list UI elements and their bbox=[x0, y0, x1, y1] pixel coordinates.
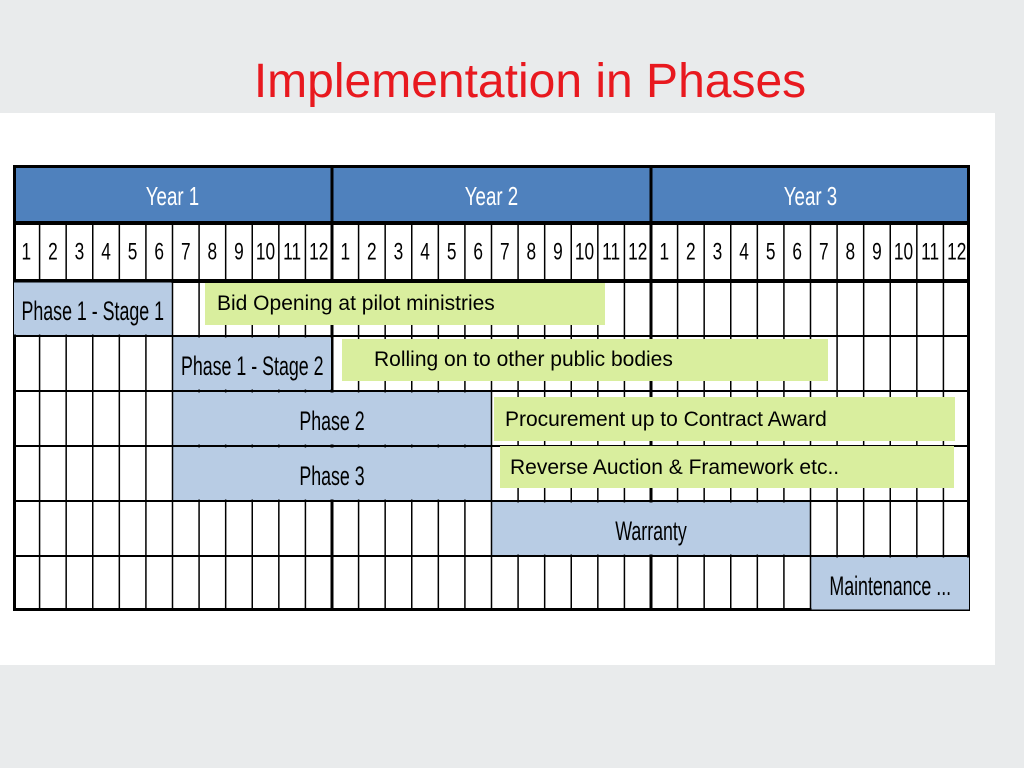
phase-label: Phase 1 - Stage 1 bbox=[21, 295, 165, 326]
month-label: 10 bbox=[893, 238, 914, 266]
year-label: Year 3 bbox=[783, 181, 838, 211]
month-label: 8 bbox=[845, 238, 856, 266]
month-label: 5 bbox=[446, 238, 457, 266]
month-label: 12 bbox=[947, 238, 967, 266]
phase-label: Phase 3 bbox=[299, 460, 365, 491]
slide-title: Implementation in Phases bbox=[253, 55, 807, 108]
month-label: 11 bbox=[602, 238, 621, 266]
month-label: 3 bbox=[712, 238, 723, 266]
month-label: 4 bbox=[739, 238, 749, 266]
month-label: 10 bbox=[255, 238, 276, 266]
month-label: 9 bbox=[553, 238, 563, 266]
month-label: 5 bbox=[765, 238, 776, 266]
month-label: 5 bbox=[127, 238, 138, 266]
month-label: 1 bbox=[21, 238, 32, 266]
phase-label: Warranty bbox=[615, 515, 687, 546]
month-label: 1 bbox=[659, 238, 670, 266]
month-label: 7 bbox=[180, 238, 191, 266]
month-label: 9 bbox=[872, 238, 882, 266]
month-label: 2 bbox=[367, 238, 377, 266]
phase-label: Maintenance ... bbox=[829, 570, 952, 601]
year-label: Year 2 bbox=[464, 181, 519, 211]
month-label: 11 bbox=[921, 238, 940, 266]
month-label: 6 bbox=[473, 238, 484, 266]
month-label: 11 bbox=[283, 238, 302, 266]
month-label: 7 bbox=[499, 238, 510, 266]
month-label: 8 bbox=[207, 238, 218, 266]
callout-bid-opening: Bid Opening at pilot ministries bbox=[205, 283, 605, 325]
month-label: 12 bbox=[628, 238, 648, 266]
month-label: 7 bbox=[818, 238, 829, 266]
month-label: 12 bbox=[309, 238, 329, 266]
callout-reverse-auction: Reverse Auction & Framework etc.. bbox=[500, 446, 954, 488]
phase-label: Phase 2 bbox=[299, 405, 365, 436]
month-label: 3 bbox=[74, 238, 85, 266]
month-label: 3 bbox=[393, 238, 404, 266]
month-label: 8 bbox=[526, 238, 537, 266]
month-label: 9 bbox=[234, 238, 244, 266]
year-label: Year 1 bbox=[145, 181, 200, 211]
gantt-grid bbox=[13, 165, 970, 611]
month-label: 6 bbox=[792, 238, 803, 266]
month-label: 2 bbox=[686, 238, 696, 266]
month-label: 1 bbox=[340, 238, 351, 266]
month-label: 4 bbox=[101, 238, 111, 266]
callout-procurement: Procurement up to Contract Award bbox=[494, 397, 955, 441]
callout-rolling-on: Rolling on to other public bodies bbox=[342, 339, 828, 381]
phase-label: Phase 1 - Stage 2 bbox=[180, 350, 324, 381]
gantt-chart bbox=[13, 165, 970, 611]
month-label: 6 bbox=[154, 238, 165, 266]
month-label: 4 bbox=[420, 238, 430, 266]
month-label: 2 bbox=[48, 238, 58, 266]
month-label: 10 bbox=[574, 238, 595, 266]
